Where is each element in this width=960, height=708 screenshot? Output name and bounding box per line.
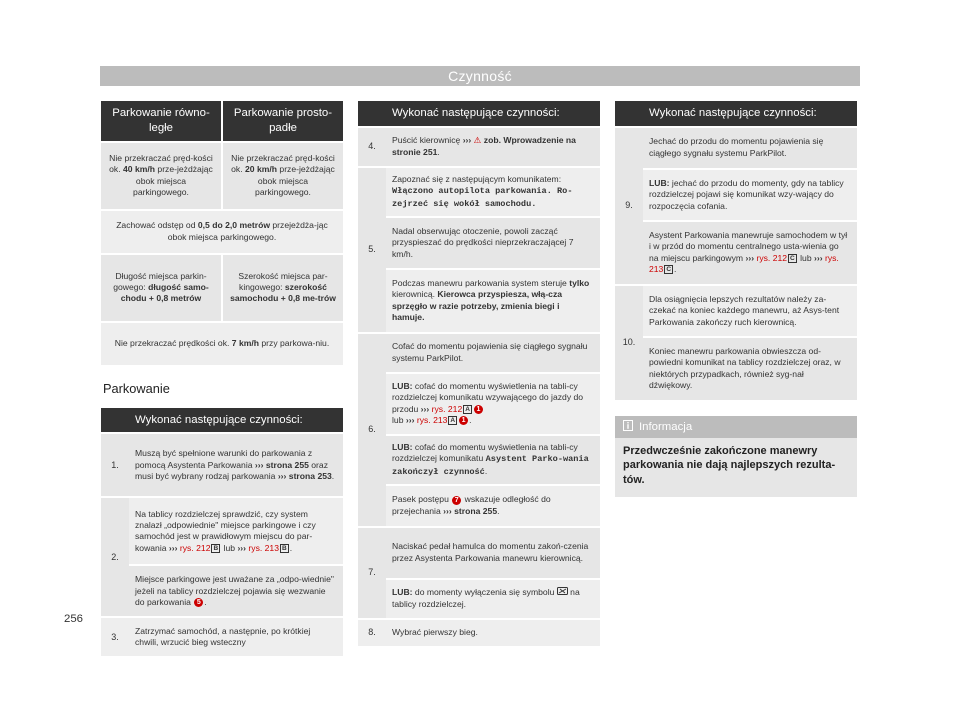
parallel-length-cell: Długość miejsca parkin-gowego: długość samo-chodu + 0,8 metrów [101,255,222,321]
section-header-band [100,66,860,86]
step-9-text-1: Jechać do przodu do momentu pojawienia się ciągłego sygnału systemu ParkPilot. [643,128,857,168]
figure-link[interactable]: rys. 212 [429,403,463,414]
step-5-text-2: Nadal obserwując otoczenie, powoli zacząć przyspieszać do prędkości nieprzekraczającej 7 km/h. [386,218,600,268]
info-box [615,416,857,498]
column-right [615,101,857,497]
distance-cell: Zachować odstęp od 0,5 do 2,0 metrów przejeżdża-jąc obok miejsca parkingowego. [101,211,343,253]
figure-link[interactable]: rys. 213 [246,542,279,553]
steps-table-continued [358,101,600,646]
step-number: 8. [358,620,386,646]
step-8-text: Wybrać pierwszy bieg. [386,620,600,646]
perpendicular-width-cell: Szerokość miejsca par-kingowego: szerokość samochodu + 0,8 me-trów [222,255,343,321]
step-5-text-1: Zapoznać się z następującym komunikatem: Włączono autopilota parkowania. Ro-zejrzeć się wokół samochodu. [386,168,600,216]
step-6-text-4: Pasek postępu 7 wskazuje odległość do przejechania ››› strona 255. [386,486,600,526]
step-6-text-2: LUB: cofać do momentu wyświetlenia na tabli-cy rozdzielczej komunikatu wzywającego do jazdy do przodu ››› rys. 212 A 1 lub ››› rys. 213 A 1 . [386,374,600,434]
step-7-text-2: LUB: do momenty wyłączenia się symbolu na tablicy rozdzielczej. [386,580,600,618]
step-4-text: Puścić kierownicę ››› ⚠ zob. Wprowadzenie na stronie 251. [386,128,600,166]
figure-link[interactable]: rys. 212 [177,542,211,553]
info-icon [623,420,633,434]
info-text: Przedwcześnie zakończone manewry parkowania nie dają najlepszych rezulta-tów. [623,444,836,486]
figure-link[interactable]: rys. 213 [649,252,839,275]
step-number: 6. [358,334,386,526]
step-10-text-2: Koniec manewru parkowania obwieszcza od-powiedni komunikat na tablicy rozdzielczej oraz, w niektórych przypadkach, również syg-nał dźwiękowy. [643,338,857,400]
warning-icon: ⚠ [473,135,482,146]
steps-header: Wykonać następujące czynności: [643,101,857,126]
step-6-text-3: LUB: cofać do momentu wyświetlenia na tabli-cy rozdzielczej komunikatu Asystent Parko-wania zakończył czynność. [386,436,600,484]
step-number: 1. [101,434,129,496]
callout-circle: 1 [459,416,468,425]
steps-header: Wykonać następujące czynności: [386,101,600,126]
step-number: 3. [101,618,129,656]
step-number: 5. [358,168,386,332]
parking-speed-cell: Nie przekraczać prędkości ok. 7 km/h przy parkowa-niu. [101,323,343,365]
parallel-speed-cell: Nie przekraczać pręd-kości ok. 40 km/h prze-jeżdżając obok miejsca parkingowego. [101,143,222,209]
step-number: 4. [358,128,386,166]
step-5-text-3: Podczas manewru parkowania system steruje tylko kierownicą. Kierowca przyspiesza, włą-cza sprzęgło w razie potrzeby, zmienia biegi i hamuje. [386,270,600,332]
step-1-text: Muszą być spełnione warunki do parkowania z pomocą Asystenta Parkowania ››› strona 255 oraz musi być wybrany rodzaj parkowania ››› strona 253. [129,434,343,496]
figure-link[interactable]: rys. 212 [754,252,788,263]
column-left [101,101,343,656]
page-number: 256 [64,613,84,625]
step-number: 7. [358,528,386,618]
step-6-text-1: Cofać do momentu pojawienia się ciągłego sygnału systemu ParkPilot. [386,334,600,372]
perpendicular-parking-header: Parkowanie prosto-padłe [222,101,343,141]
parking-mode-table [101,101,343,365]
steps-table-final [615,101,857,400]
info-box-header [615,416,857,438]
callout-circle: 7 [452,496,461,505]
parking-heading: Parkowanie [103,380,170,396]
parallel-parking-header: Parkowanie równo-ległe [101,101,222,141]
step-7-text-1: Naciskać pedał hamulca do momentu zakoń-czenia przez Asystenta Parkowania manewru kierownicą. [386,528,600,578]
callout-circle: 1 [474,405,483,414]
steps-header: Wykonać następujące czynności: [129,408,343,433]
callout-circle: 5 [194,598,203,607]
step-10-text-1: Dla osiągnięcia lepszych rezultatów należy za-czekać na koniec każdego manewru, aż Asys-tent Parkowania zakończy ruch kierownicą. [643,286,857,336]
step-9-text-2: LUB: jechać do przodu do momenty, gdy na tablicy rozdzielczej pojawi się komunikat wzy-wający do rozpoczęcia cofania. [643,170,857,220]
step-3-text: Zatrzymać samochód, a następnie, po krótkiej chwili, wrzucić bieg wsteczny [129,618,343,656]
parking-assist-icon [557,587,568,597]
step-2-text-2: Miejsce parkingowe jest uważane za „odpo-wiednie" jeżeli na tablicy rozdzielczej pojawia się wezwanie do parkowania 5 . [129,566,343,616]
section-title: Czynność [448,68,512,84]
info-title: Informacja [639,420,693,433]
step-2-text-1: Na tablicy rozdzielczej sprawdzić, czy system znalazł „odpowiednie" miejsce parkingowe i czy samochód jest w prawidłowym miejscu do par-kowania ››› rys. 212 B lub ››› rys. 213 B . [129,498,343,564]
perpendicular-speed-cell: Nie przekraczać pręd-kości ok. 20 km/h prze-jeżdżając obok miejsca parkingowego. [222,143,343,209]
figure-link[interactable]: rys. 213 [414,415,448,426]
parking-steps-table [101,408,343,657]
step-number: 10. [615,286,643,400]
step-9-text-3: Asystent Parkowania manewruje samochodem w tył i w przód do momentu centralnego usta-wienia go na miejscu parkingowym ››› rys. 212 C lub ››› rys. 213 C . [643,222,857,284]
step-number: 9. [615,128,643,284]
column-middle [358,101,600,646]
step-number: 2. [101,498,129,616]
